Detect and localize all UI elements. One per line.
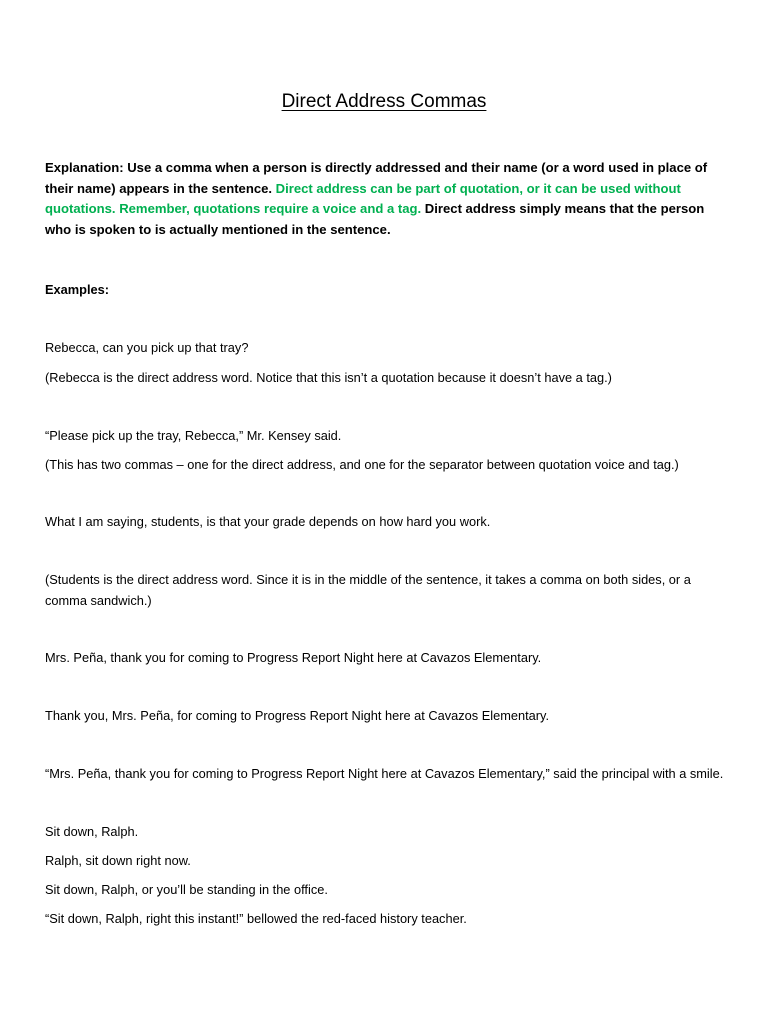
example-line: Rebecca, can you pick up that tray? <box>45 340 249 355</box>
example-line: What I am saying, students, is that your grade depends on how hard you work. <box>45 514 491 529</box>
example-line: “Mrs. Peña, thank you for coming to Progress Report Night here at Cavazos Elementary,” said the principal with a smile. <box>45 766 724 781</box>
example-line: Mrs. Peña, thank you for coming to Progress Report Night here at Cavazos Elementary. <box>45 650 542 665</box>
example-line: Sit down, Ralph. <box>45 824 139 839</box>
examples-heading: Examples: <box>45 282 110 297</box>
example-note: (Students is the direct address word. Since it is in the middle of the sentence, it takes a comma on both sides, or a comma sandwich.) <box>45 572 691 608</box>
example-line: “Please pick up the tray, Rebecca,” Mr. Kensey said. <box>45 428 342 443</box>
explanation-text: Explanation: Use a comma when a person is directly addressed and their name (or a word used in place of their name) appears in the sentence. <box>45 160 708 196</box>
explanation-text-end: Direct address simply means that the person who is spoken to is actually mentioned in the sentence. <box>45 201 705 237</box>
example-line: Ralph, sit down right now. <box>45 853 191 868</box>
example-line: Sit down, Ralph, or you’ll be standing in the office. <box>45 882 328 897</box>
explanation-paragraph <box>45 158 725 240</box>
page-title: Direct Address Commas <box>281 91 487 112</box>
explanation-highlight: Direct address can be part of quotation, or it can be used without quotations. Remember, quotations require a voice and a tag. <box>45 180 681 216</box>
example-note: (This has two commas – one for the direct address, and one for the separator between quotation voice and tag.) <box>45 457 679 472</box>
example-line: Thank you, Mrs. Peña, for coming to Progress Report Night here at Cavazos Elementary. <box>45 708 550 723</box>
example-note: (Rebecca is the direct address word. Notice that this isn’t a quotation because it doesn’t have a tag.) <box>45 370 612 385</box>
example-line: “Sit down, Ralph, right this instant!” bellowed the red-faced history teacher. <box>45 911 467 926</box>
